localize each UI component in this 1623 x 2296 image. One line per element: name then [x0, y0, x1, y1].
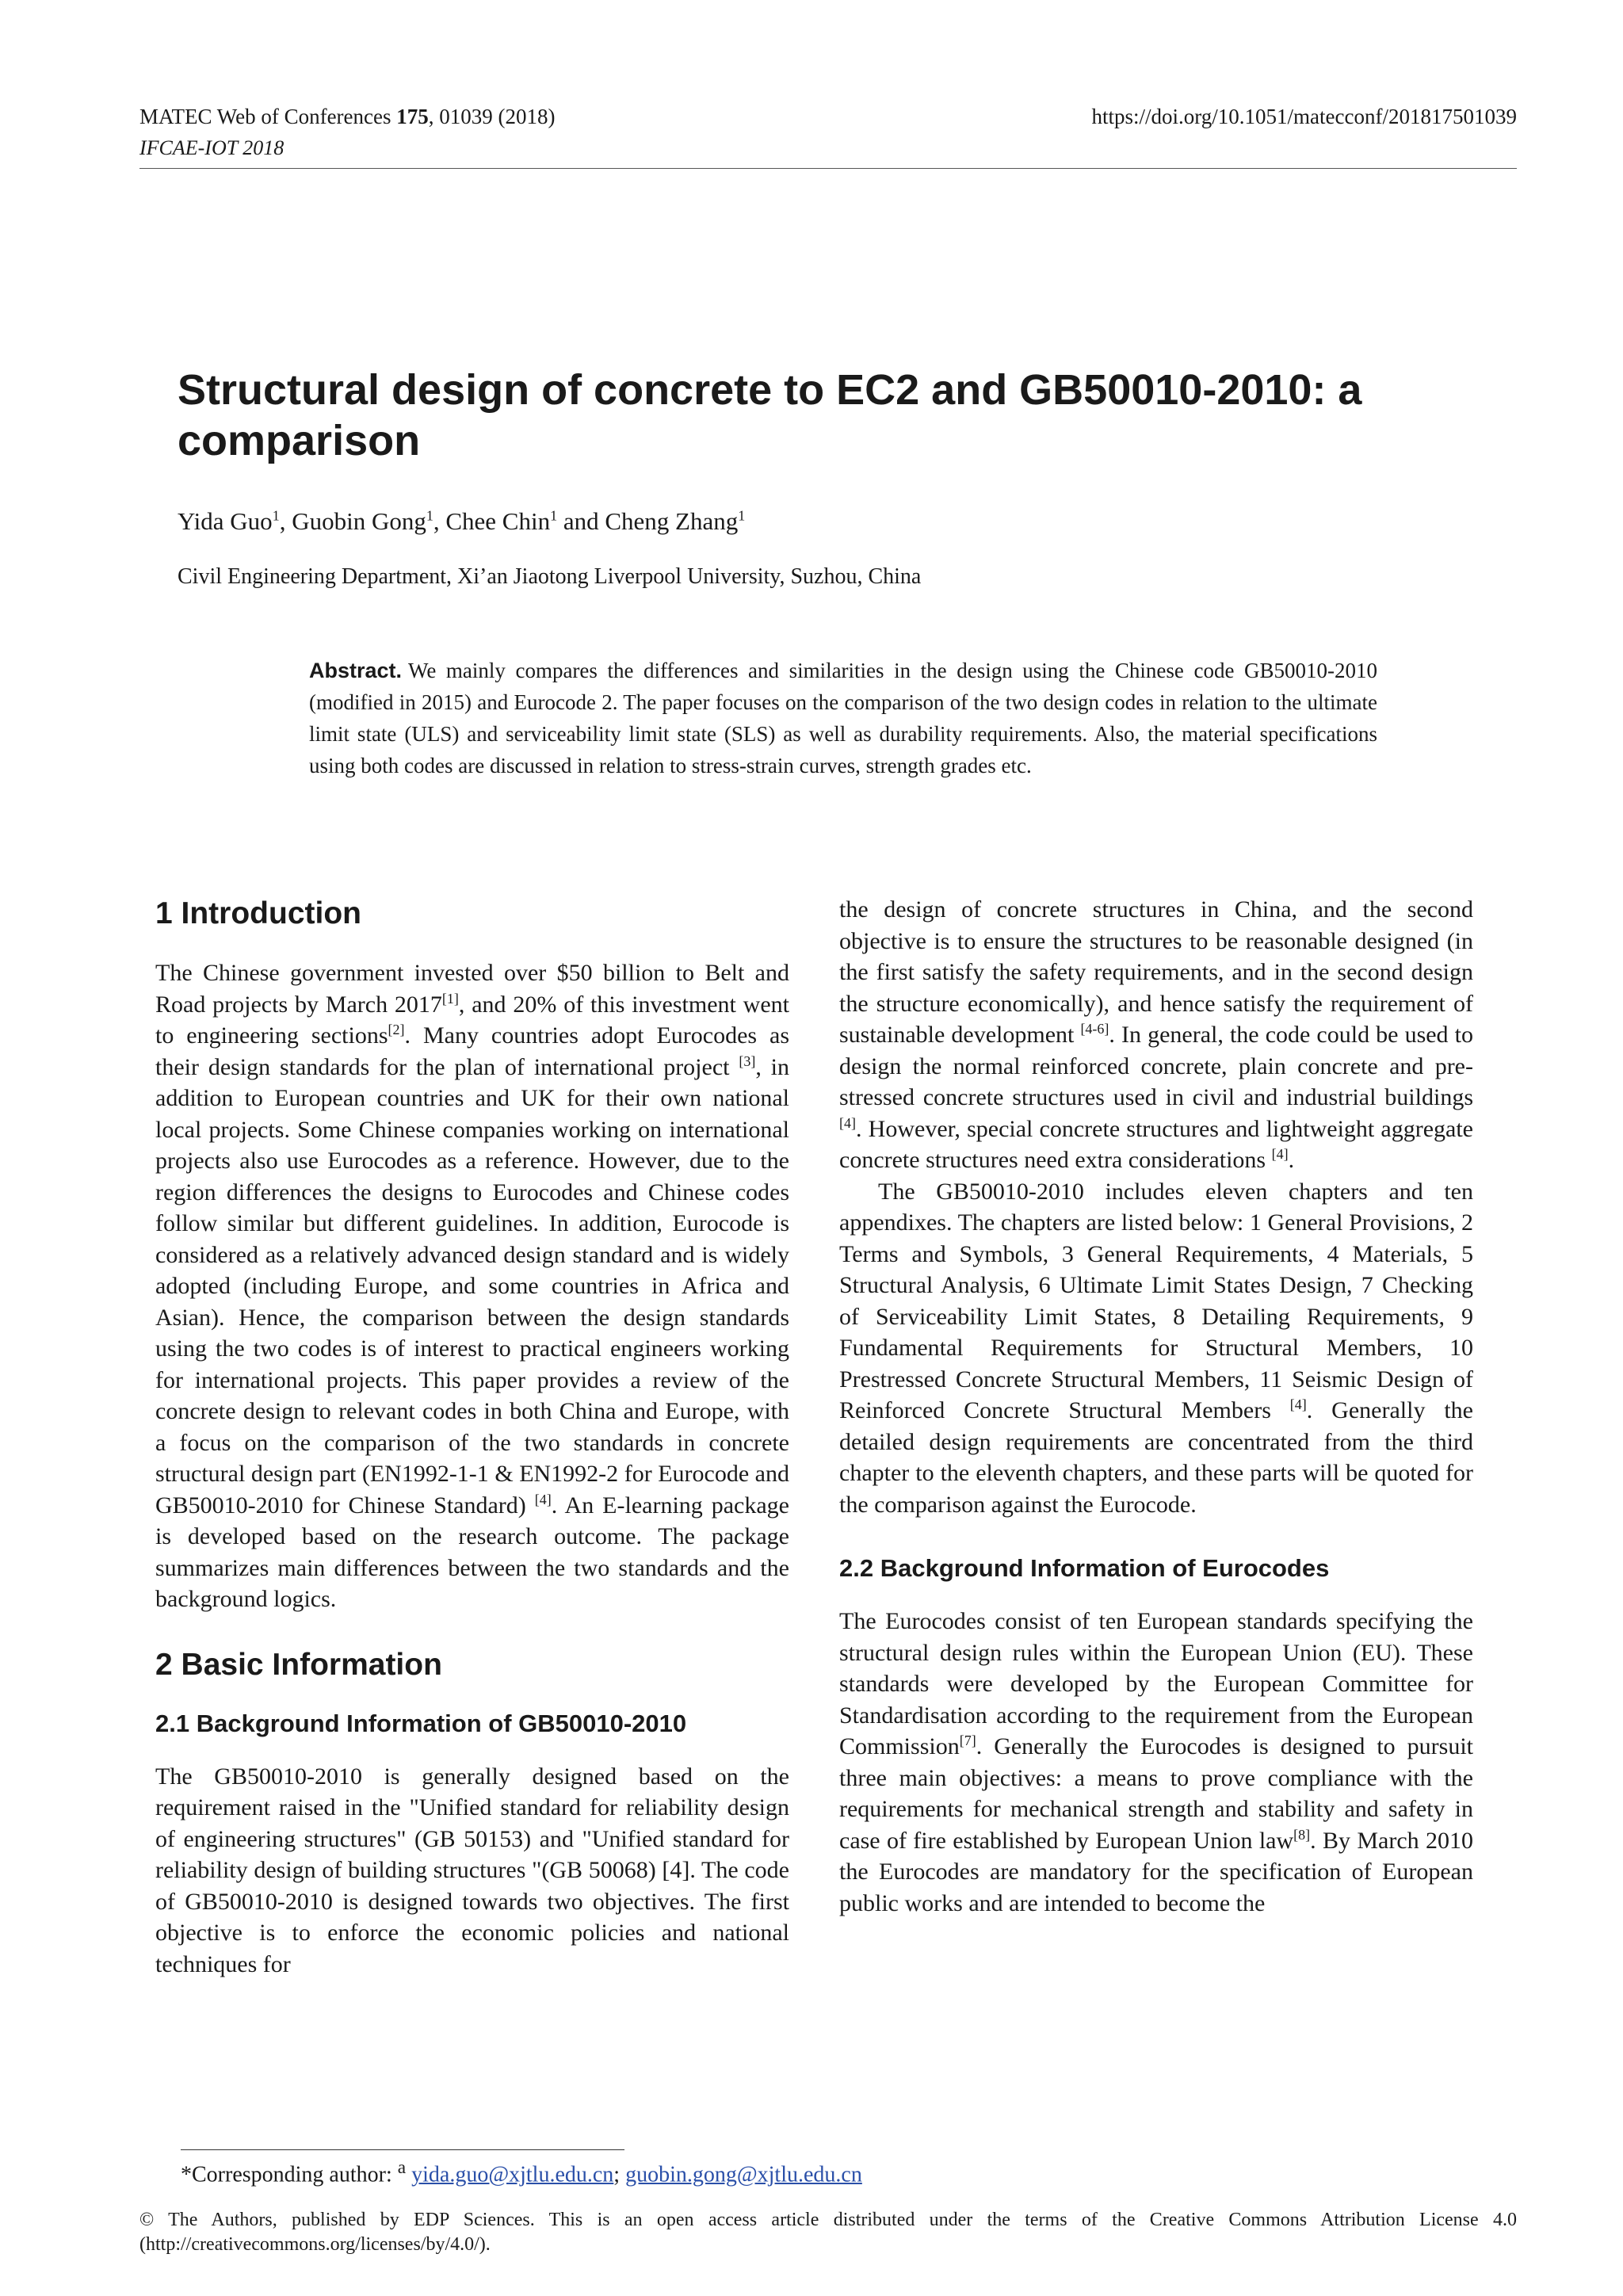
right-column — [839, 894, 1473, 1919]
paper-title: Structural design of concrete to EC2 and GB50010-2010: a comparison — [178, 366, 1362, 464]
running-header — [139, 105, 1517, 169]
left-column — [155, 896, 789, 1980]
intro-paragraph: The Chinese government invested over $50 billion to Belt and Road projects by March 2017[1], and 20% of this investment went to engineering sections[2]. Many countries adopt Eurocodes as their design standards for the plan of international project [3], in addition to European countries and UK for their own national local projects. Some Chinese companies working on international projects also use Eurocodes as a reference. However, due to the region differences the designs to Eurocodes and Chinese codes follow similar but different guidelines. In addition, Eurocode is considered as a relatively advanced design standard and is widely adopted (including Europe, and some countries in Africa and Asian). Hence, the comparison between the design standards using the two codes is of interest to practical engineers working for international projects. This paper provides a review of the concrete design to relevant codes in both China and Europe, with a focus on the comparison of the two standards in concrete structural design part (EN1992-1-1 & EN1992-2 for Eurocode and GB50010-2010 for Chinese Standard) [4]. An E-learning package is developed based on the research outcome. The package summarizes main differences between the two standards and the background logics. — [155, 960, 790, 1612]
citation: [1] — [441, 990, 459, 1007]
citation: [4] — [534, 1491, 552, 1507]
section-heading-introduction: 1 Introduction — [155, 896, 361, 930]
affiliation: Civil Engineering Department, Xi’an Jiaotong Liverpool University, Suzhou, China — [178, 564, 922, 589]
author: Chee Chin$^1$ and — [445, 507, 605, 535]
gb50010-paragraph: The GB50010-2010 is generally designed based on the requirement raised in the "Unified standard for reliability design of engineering structures" (GB 50153) and "Unified standard for reliability design of building structures "(GB 50068) [4]. The code of GB50010-2010 is designed towards two objectives. The first objective is to enforce the economic policies and national techniques for — [155, 1763, 789, 1977]
doi-link[interactable]: https://doi.org/10.1051/matecconf/201817501039 — [1091, 105, 1517, 128]
footnote-divider — [181, 2149, 624, 2150]
citation: [4] — [1289, 1396, 1307, 1412]
license-notice: © The Authors, published by EDP Sciences. This is an open access article distributed under the terms of the Creative Commons Attribution License 4.0 (http://creativecommons.org/licenses/by/4.0/). — [139, 2210, 1517, 2255]
section-heading-basic-information: 2 Basic Information — [155, 1647, 442, 1682]
eurocodes-paragraph: The Eurocodes consist of ten European standards specifying the structural design rules within the European Union (EU). These standards were developed by the European Committee for Standardisation according to the requirement from the European Commission[7]. Generally the Eurocodes is designed to pursuit three main objectives: a means to prove compliance with the requirements for mechanical strength and stability and safety in case of fire established by European Union law[8]. By March 2010 the Eurocodes are mandatory for the specification of European public works and are intended to become the — [839, 1608, 1473, 1916]
abstract-text: We mainly compares the differences and similarities in the design using the Chinese code GB50010-2010 (modified in 2015) and Eurocode 2. The paper focuses on the comparison of the two design codes in relation to the ultimate limit state (ULS) and serviceability limit state (SLS) as well as durability requirements. Also, the material specifications using both codes are discussed in relation to stress-strain curves, strength grades etc. — [309, 659, 1377, 777]
author-list — [178, 507, 745, 536]
volume-number: 175 — [396, 105, 429, 128]
author: Guobin Gong$^1$, — [292, 507, 446, 535]
subsection-heading-gb50010: 2.1 Background Information of GB50010-2010 — [155, 1709, 687, 1737]
citation: [7] — [959, 1733, 976, 1748]
citation: [8] — [1293, 1826, 1311, 1843]
email-link[interactable]: yida.guo@xjtlu.edu.cn — [411, 2162, 614, 2187]
corresponding-author-footnote: *Corresponding author: $^a$ yida.guo@xjtlu.edu.cn; guobin.gong@xjtlu.edu.cn — [181, 2157, 862, 2187]
citation: [4] — [839, 1114, 856, 1131]
abstract — [309, 655, 1377, 781]
gb50010-chapters-paragraph: The GB50010-2010 includes eleven chapters and ten appendixes. The chapters are listed below: 1 General Provisions, 2 Terms and Symbols, 3 General Requirements, 4 Materials, 5 Structural Analysis, 6 Ultimate Limit States Design, 7 Checking of Serviceability Limit States, 8 Detailing Requirements, 9 Fundamental Requirements for Structural Members, 10 Prestressed Concrete Structural Members, 11 Seismic Design of Reinforced Concrete Structural Members [4]. Generally the detailed design requirements are concentrated from the third chapter to the eleventh chapters, and these parts will be quoted for the comparison against the Eurocode. — [839, 1178, 1473, 1518]
journal-citation: MATEC Web of Conferences 175, 01039 (2018) — [139, 105, 556, 128]
subsection-heading-eurocodes: 2.2 Background Information of Eurocodes — [839, 1554, 1330, 1582]
citation: [2] — [388, 1022, 405, 1037]
author: Cheng Zhang$^1$ — [605, 507, 746, 535]
citation: [4-6] — [1080, 1021, 1109, 1037]
conference-name: IFCAE-IOT 2018 — [139, 136, 285, 159]
citation: [3] — [739, 1052, 756, 1069]
citation: [4] — [1271, 1146, 1289, 1162]
gb50010-paragraph-continued: the design of concrete structures in China, and the second objective is to ensure the structures to be reasonable designed (in the first satisfy the safety requirements, and in the second design the structure economically), and hence satisfy the requirement of sustainable development [4-6]. In general, the code could be used to design the normal reinforced concrete, plain concrete and pre-stressed concrete structures used in civil and industrial buildings [4]. However, special concrete structures and lightweight aggregate concrete structures need extra considerations [4]. — [839, 896, 1473, 1173]
email-link[interactable]: guobin.gong@xjtlu.edu.cn — [625, 2162, 862, 2187]
author: Yida Guo$^1$, — [178, 507, 292, 535]
abstract-label: Abstract. — [309, 659, 403, 682]
